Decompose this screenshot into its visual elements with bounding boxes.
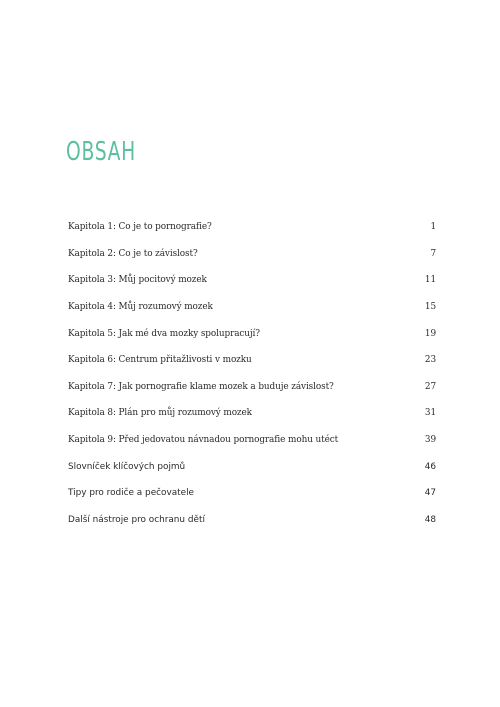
toc-entry-label: Kapitola 9: Před jedovatou návnadou pornografie mohu utéct [68, 435, 339, 446]
toc-entry-chapter-5[interactable] [68, 320, 436, 347]
toc-entry-page-number: 31 [424, 408, 436, 419]
toc-entry-label: Kapitola 8: Plán pro můj rozumový mozek [68, 408, 252, 419]
toc-entry-page-number: 27 [424, 381, 436, 392]
toc-entry-glossary[interactable] [68, 453, 436, 480]
toc-entry-chapter-3[interactable] [68, 267, 436, 294]
toc-entry-label: Kapitola 2: Co je to závislost? [68, 248, 198, 259]
toc-entry-label: Tipy pro rodiče a pečovatele [68, 488, 195, 499]
toc-entry-label: Další nástroje pro ochranu dětí [68, 514, 205, 525]
toc-entry-page-number: 11 [424, 275, 436, 286]
toc-entry-child-protection-tools[interactable] [68, 507, 436, 534]
table-of-contents [68, 214, 436, 533]
toc-entry-chapter-9[interactable] [68, 427, 436, 454]
toc-entry-label: Kapitola 1: Co je to pornografie? [68, 222, 212, 233]
toc-entry-label: Kapitola 5: Jak mé dva mozky spolupracují? [68, 328, 260, 339]
toc-entry-label: Kapitola 3: Můj pocitový mozek [68, 275, 207, 286]
toc-entry-chapter-6[interactable] [68, 347, 436, 374]
toc-entry-page-number: 48 [424, 514, 436, 525]
toc-entry-page-number: 19 [424, 328, 436, 339]
toc-entry-label: Kapitola 6: Centrum přitažlivosti v mozku [68, 355, 252, 366]
toc-entry-label: Kapitola 7: Jak pornografie klame mozek a buduje závislost? [68, 381, 334, 392]
toc-entry-chapter-2[interactable] [68, 241, 436, 268]
toc-entry-chapter-4[interactable] [68, 294, 436, 321]
toc-entry-chapter-1[interactable] [68, 214, 436, 241]
page-title: OBSAH [66, 137, 136, 167]
toc-entry-page-number: 23 [424, 355, 436, 366]
toc-entry-page-number: 15 [424, 302, 436, 313]
toc-entry-page-number: 39 [424, 435, 436, 446]
toc-entry-label: Kapitola 4: Můj rozumový mozek [68, 302, 213, 313]
toc-entry-page-number: 1 [430, 222, 436, 233]
toc-entry-label: Slovníček klíčových pojmů [68, 461, 186, 472]
toc-entry-parent-tips[interactable] [68, 480, 436, 507]
toc-entry-page-number: 7 [430, 248, 436, 259]
toc-entry-chapter-7[interactable] [68, 374, 436, 401]
toc-entry-page-number: 46 [424, 461, 436, 472]
toc-entry-chapter-8[interactable] [68, 400, 436, 427]
toc-entry-page-number: 47 [424, 488, 436, 499]
